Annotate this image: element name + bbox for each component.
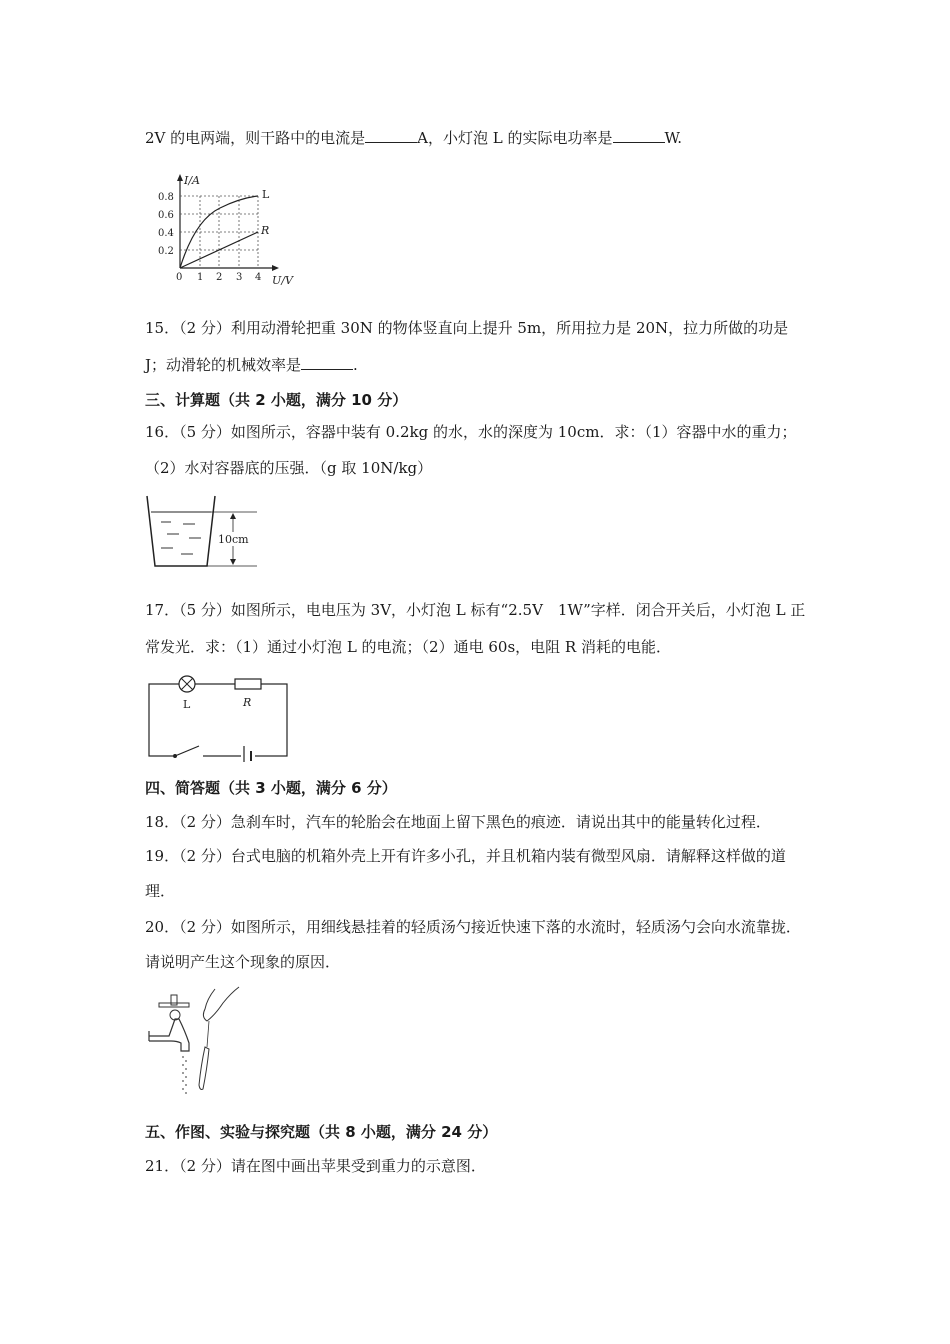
battery-gap — [241, 748, 255, 762]
x-axis-arrow — [272, 265, 279, 271]
lamp-label: L — [183, 698, 191, 711]
container-outline — [147, 496, 215, 566]
q18-line: 18．（2 分）急刹车时，汽车的轮胎会在地面上留下黑色的痕迹．请说出其中的能量转化过程． — [145, 813, 771, 831]
q21-line: 21．（2 分）请在图中画出苹果受到重力的示意图． — [145, 1157, 486, 1175]
faucet-icon — [149, 1019, 189, 1051]
answer-blank-power[interactable] — [613, 128, 665, 143]
x-axis-label: U/V — [272, 274, 293, 285]
y-tick: 0.6 — [158, 210, 174, 221]
depth-arrow-head-down — [230, 559, 236, 565]
q16-line2: （2）水对容器底的压强．（g 取 10N/kg） — [145, 459, 433, 477]
x-tick: 3 — [236, 272, 243, 283]
answer-blank-efficiency[interactable] — [301, 355, 353, 370]
depth-arrow-head-up — [230, 513, 236, 519]
depth-label: 10cm — [218, 533, 249, 546]
section-3-heading: 三、计算题（共 2 小题，满分 10 分） — [145, 391, 408, 409]
resistor-icon — [235, 679, 261, 689]
switch-gap — [173, 750, 203, 762]
thread — [207, 1021, 209, 1047]
q17-line1: 17．（5 分）如图所示，电电压为 3V，小灯泡 L 标有“2.5V 1W”字样．闭合开关后，小灯泡 L 正 — [145, 601, 806, 619]
circuit-wire — [149, 684, 287, 756]
faucet-spoon-figure — [145, 985, 245, 1095]
water-marks — [161, 522, 201, 554]
q19-line2: 理． — [145, 882, 176, 900]
grid-lines — [180, 196, 258, 268]
spoon-icon — [199, 1047, 209, 1090]
y-axis-arrow — [177, 174, 183, 181]
water-container-figure — [145, 492, 260, 572]
x-tick: 4 — [255, 272, 262, 283]
curve-L-label: L — [262, 188, 270, 201]
answer-blank-current[interactable] — [365, 128, 417, 143]
line-R-label: R — [261, 224, 270, 237]
q15-line2: J；动滑轮的机械效率是 . — [145, 356, 358, 374]
circuit-figure — [145, 672, 295, 762]
y-tick: 0.4 — [158, 228, 174, 239]
resistor-label: R — [243, 696, 252, 709]
x-tick: 2 — [216, 272, 223, 283]
x-tick: 0 — [176, 272, 183, 283]
water-stream — [182, 1056, 187, 1094]
q20-line2: 请说明产生这个现象的原因． — [145, 953, 341, 971]
q16-line1: 16．（5 分）如图所示，容器中装有 0.2kg 的水，水的深度为 10cm．求：（1）容器中水的重力； — [145, 423, 797, 441]
iu-graph-figure — [150, 170, 310, 285]
q19-line1: 19．（2 分）台式电脑的机箱外壳上开有许多小孔，并且机箱内装有微型风扇．请解释这样做的道 — [145, 847, 786, 865]
q20-line1: 20．（2 分）如图所示，用细线悬挂着的轻质汤勺接近快速下落的水流时，轻质汤勺会向水流靠拢． — [145, 918, 801, 936]
section-5-heading: 五、作图、实验与探究题（共 8 小题，满分 24 分） — [145, 1123, 498, 1141]
section-4-heading: 四、简答题（共 3 小题，满分 6 分） — [145, 779, 397, 797]
hand-icon — [203, 987, 239, 1021]
q14-tail-line: 2V 的电两端，则干路中的电流是 A，小灯泡 L 的实际电功率是 W. — [145, 129, 683, 147]
y-tick: 0.2 — [158, 246, 174, 257]
x-tick: 1 — [197, 272, 204, 283]
q17-line2: 常发光．求：（1）通过小灯泡 L 的电流；（2）通电 60s，电阻 R 消耗的电能． — [145, 638, 671, 656]
q15-line1: 15．（2 分）利用动滑轮把重 30N 的物体竖直向上提升 5m，所用拉力是 20N，拉力所做的功是 — [145, 319, 789, 337]
y-axis-label: I/A — [184, 174, 200, 187]
y-tick: 0.8 — [158, 192, 174, 203]
